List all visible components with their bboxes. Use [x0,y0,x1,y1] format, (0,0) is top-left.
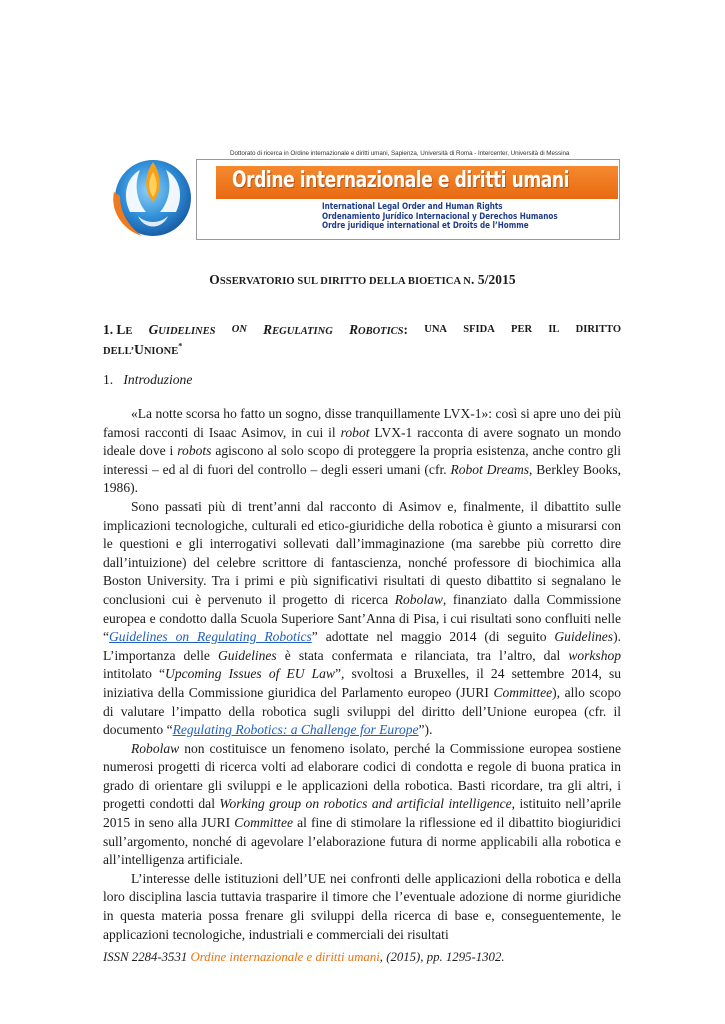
section-heading-line-2 [103,341,621,361]
heading-smallcaps: SSERVATORIO SUL DIRITTO DELLA BIOETICA N [219,276,471,287]
heading-word: : [403,322,408,337]
text-run: ” adottate nel maggio 2014 (di seguito [311,629,555,645]
section-heading-robotics [349,321,408,341]
heading-word: R [349,322,358,337]
text-run: Robolaw [394,591,443,607]
footer-pages: , (2015), pp. 1295-1302. [379,950,505,964]
heading-word: PER [511,324,533,335]
footer-issn: ISSN 2284-3531 [103,950,191,964]
subtitle-fr: Ordre juridique international et Droits de l’Homme [322,220,529,231]
text-run: robots [177,443,212,459]
text-run: «La notte scorsa ho fatto un sogno, disse tranquillamente LVX-1»: così si apre uno dei più famosi racconti di Isaac Asimov, in cui il [103,406,621,440]
text-run: intitolato “ [103,666,166,682]
heading-word: UNA [424,324,447,335]
section-heading-line-1 [103,321,621,341]
article-body [103,405,621,944]
link-text: Guidelines on Regulating Robotics [109,629,312,645]
heading-word: EGULATING [272,326,333,337]
text-run: ”). [418,722,433,738]
footnote-marker[interactable]: * [178,341,183,351]
observatory-heading [0,272,725,288]
heading-capital: O [209,272,220,287]
heading-word: DELL’ [103,346,135,357]
section-number: 1. L [103,322,126,337]
heading-word: ON [231,324,247,335]
heading-word: R [263,322,273,337]
text-run: Committee [234,815,293,831]
text-run: Sono passati più di trent’anni dal racconto di Asimov e, finalmente, il dibattito sulle implicazioni tecnologiche, culturali ed etico-giuridiche della robotica è giunto a misurarsi con le questioni e gli interrogativi sollevati dall’immaginazione (ma sarebbe più corretto dire dall’intuizione) del celebre scrittore di fantascienza, nonché professore di biochimica alla Boston University. Tra i primi e più significativi risultati di questo dibattito si segnalano le conclusioni cui è pervenuto il progetto di ricerca [103,498,621,607]
journal-title: Ordine internazionale e diritti umani [232,168,570,193]
text-run: Committee [493,684,553,700]
text-run: al fine di stimolare la riflessione ed il dibattito biogiuridici sull’argomento, nonché di agevolare l’elaborazione futura di norme applicabili alla robotica e all’intelligenza artificiale. [103,815,621,868]
journal-logo-icon [100,150,212,245]
paragraph-2 [103,498,621,740]
text-run: LVX-1 racconta di avere sognato un mondo ideale dove i [103,424,621,459]
heading-word: G [148,322,159,337]
subsection-number: 1. [103,372,114,387]
heading-word: SFIDA [463,324,495,335]
text-run: workshop [568,647,622,663]
regulating-robotics-link[interactable] [173,722,419,737]
subsection-heading [103,372,192,388]
text-run: , istituito nell’aprile 2015 in seno alla JURI [103,796,621,831]
text-run: Robot Dreams [450,461,530,477]
paragraph-4: L’interesse delle istituzioni dell’UE nei confronti delle applicazioni della robotica e della loro disciplina lascia tuttavia trasparire il timore che l’eventuale adozione di norme giuridiche in questa materia possa frenare gli sviluppi della ricerca di base e, conseguentemente, le applicazioni tecnologiche, industriali e commerciali dei risultati [103,870,621,942]
section-heading [103,321,621,361]
text-run: robot [340,424,370,440]
text-run: , Berkley Books, 1986). [103,461,622,496]
heading-word: E [125,326,133,337]
subsection-label: Introduzione [123,372,193,387]
subtitle-es: Ordenamiento Jurídico Internacional y Derechos Humanos [322,210,558,221]
heading-word: U [134,342,144,357]
text-run: ”, svoltosi a Bruxelles, il 24 settembre 2014, su iniziativa della Commissione giuridica del Parlamento europeo (JURI [103,666,621,700]
heading-word: UIDELINES [158,326,216,337]
text-run: Guidelines [554,629,614,645]
footer-journal: Ordine internazionale e diritti umani [190,950,380,964]
text-run: non costituisce un fenomeno isolato, perché la Commissione europea sostiene numerosi progetti di ricerca volti ad elaborare codici di condotta e regole di buona pratica in grado di orientare gli sviluppi e le applicazioni della robotica. Basti ricordare, tra gli altri, i progetti condotti dal [103,740,621,812]
heading-word: NIONE [143,346,179,357]
paragraph-1 [103,405,621,498]
text-run: ). L’importanza delle [103,629,621,663]
text-run: ), allo scopo di valutare l’impatto della robotica sugli sviluppi del diritto dell’Unione europea (cfr. il documento “ [103,684,621,738]
text-run: Robolaw [131,740,180,756]
link-text: Regulating Robotics: a Challenge for Europe [172,722,419,738]
text-run: è stata confermata e rilanciata, tra l’altro, dal [276,647,569,663]
heading-word: OBOTICS [358,326,404,337]
section-heading-guidelines [149,321,216,341]
text-run: agiscono al solo scopo di proteggere la propria esistenza, anche contro gli interessi – ed al di fuori del controllo – degli esseri umani (cfr. [103,443,621,477]
phd-program-line: Dottorato di ricerca in Ordine internazionale e diritti umani, Sapienza, Università di Roma - Intercenter, Università di Messina [230,150,570,157]
text-run: Working group on robotics and artificial intelligence [219,796,512,812]
text-run: Guidelines [217,647,277,663]
text-run: Upcoming Issues of EU Law [165,666,335,682]
paragraph-3 [103,740,621,870]
journal-subtitles [322,202,558,231]
heading-word: IL [548,324,560,335]
heading-number: . 5/2015 [470,272,516,287]
page-footer [103,950,505,965]
section-heading-part-le [103,321,132,341]
heading-word: DIRITTO [575,324,621,335]
text-run: , finanziato dalla Commissione europea e condotto dalla Scuola Superiore Sant’Anna di Pisa, i cui risultati sono confluiti nelle “ [103,591,621,645]
section-heading-regulating [263,321,333,341]
subtitle-en: International Legal Order and Human Rights [322,201,503,211]
guidelines-link[interactable] [109,629,312,644]
